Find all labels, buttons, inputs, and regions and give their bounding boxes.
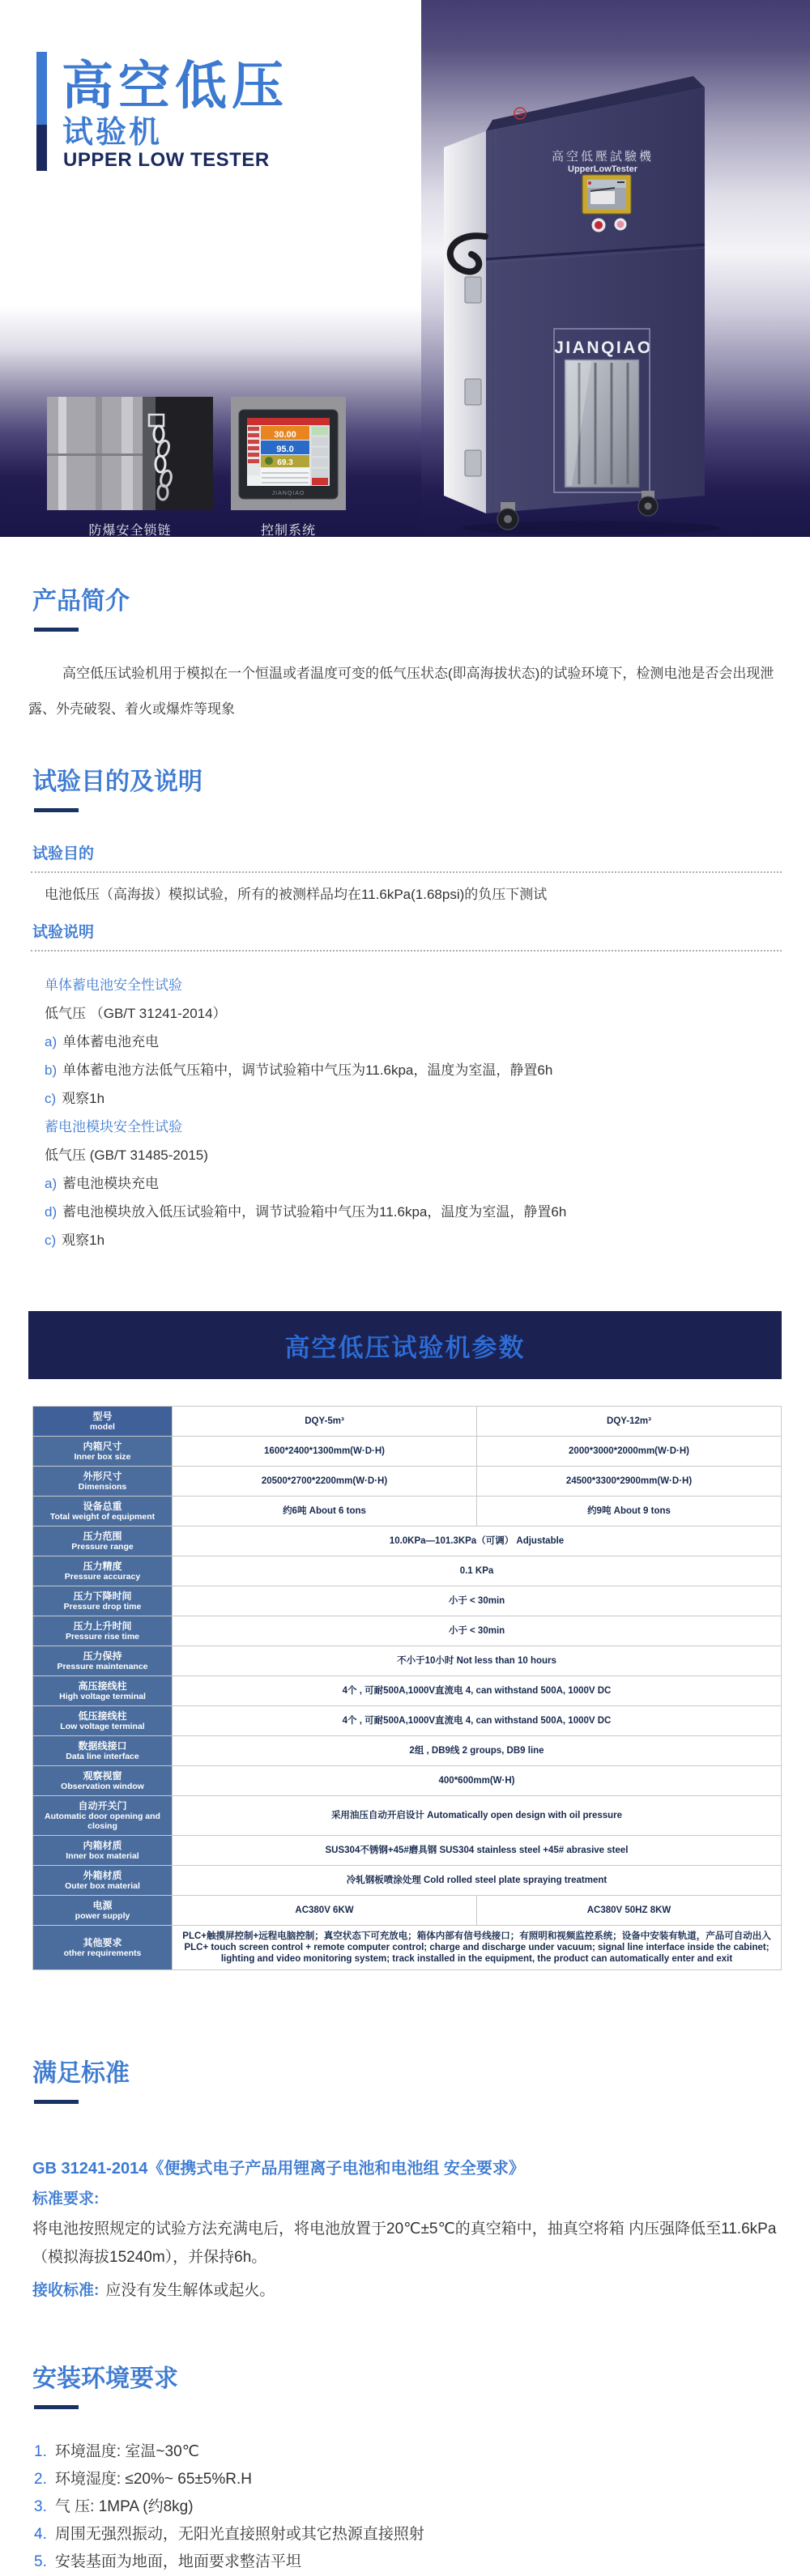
- table-row: [33, 1646, 782, 1676]
- param-label: 设备总重 Total weight of equipment: [33, 1497, 173, 1526]
- heading-underline: [34, 2405, 79, 2409]
- screen-temp-value: 30.00: [274, 430, 296, 440]
- param-value: PLC+触摸屏控制+远程电脑控制；真空状态下可充放电；箱体内部有信号线接口；有照明和视频监控系统；设备中安装有轨道，产品可自动出入 PLC+ touch screen control + remote computer control; charge and discharge under vacuum; signal line interface inside the cabinet; lighting and video monitoring system; track installed in the equipment, the product can automatically enter and exit: [173, 1926, 782, 1970]
- list-item: 蓄电池模块安全性试验: [45, 1119, 182, 1135]
- param-label: 外形尺寸 Dimensions: [33, 1467, 173, 1497]
- param-label: 电源 power supply: [33, 1896, 173, 1926]
- table-row: [33, 1407, 782, 1437]
- list-item: 低气压 (GB/T 31485-2015): [45, 1147, 208, 1163]
- parameters-table: [32, 1406, 782, 1970]
- list-item: 低气压 （GB/T 31241-2014）: [45, 1006, 227, 1021]
- param-value: 10.0KPa—101.3KPa（可调） Adjustable: [173, 1526, 782, 1556]
- table-row: [33, 1616, 782, 1646]
- control-system-image: [231, 397, 346, 510]
- table-row: [33, 1896, 782, 1926]
- thumbnail-safety-chain: [47, 397, 213, 510]
- test-purpose-text: 电池低压（高海拔）模拟试验，所有的被测样品均在11.6kPa(1.68psi)的负压下测试: [45, 887, 548, 902]
- param-value: 1600*2400*1300mm(W·D·H): [173, 1437, 477, 1467]
- section-heading-standards: 满足标准: [32, 2060, 130, 2087]
- list-item: c) 观察1h: [45, 1233, 105, 1248]
- param-label: 内箱尺寸 Inner box size: [33, 1437, 173, 1467]
- table-row: [33, 1467, 782, 1497]
- heading-underline: [34, 628, 79, 632]
- param-label: 压力上升时间 Pressure rise time: [33, 1616, 173, 1646]
- param-value: AC380V 6KW: [173, 1896, 477, 1926]
- param-value: 冷轧钢板喷涂处理 Cold rolled steel plate spraying treatment: [173, 1866, 782, 1896]
- list-item: 3. 气 压: 1MPA (约8kg): [34, 2498, 194, 2515]
- list-item: 单体蓄电池安全性试验: [45, 977, 182, 993]
- param-label: 压力范围 Pressure range: [33, 1526, 173, 1556]
- list-item: 5. 安装基面为地面，地面要求整洁平坦: [34, 2553, 301, 2570]
- param-label: 其他要求 other requirements: [33, 1926, 173, 1970]
- param-value: 采用油压自动开启设计 Automatically open design with oil pressure: [173, 1796, 782, 1836]
- param-value: 20500*2700*2200mm(W·D·H): [173, 1467, 477, 1497]
- thumbnail-caption-control-system: 控制系统: [260, 524, 316, 538]
- safety-chain-image: [47, 397, 213, 510]
- screen-humidity-value: 95.0: [276, 445, 294, 454]
- panel-brand-text: JIANQIAO: [271, 491, 305, 496]
- table-row: [33, 1736, 782, 1766]
- machine-brand-text: JIANQIAO: [554, 338, 653, 357]
- section-heading-install: 安装环境要求: [32, 2365, 178, 2392]
- thumbnail-caption-safety-chain: 防爆安全锁链: [88, 524, 172, 538]
- table-row: [33, 1866, 782, 1896]
- param-value: 2000*3000*2000mm(W·D·H): [477, 1437, 782, 1467]
- list-item: d) 蓄电池模块放入低压试验箱中，调节试验箱中气压为11.6kpa，温度为室温，静置6h: [45, 1204, 567, 1220]
- table-row: [33, 1497, 782, 1526]
- heading-underline: [34, 808, 79, 812]
- table-row: [33, 1766, 782, 1796]
- standard-requirement-label: 标准要求:: [32, 2191, 100, 2208]
- page-title: 高空低压: [62, 57, 288, 115]
- list-item: c) 观察1h: [45, 1091, 105, 1106]
- thumbnail-control-system: [231, 397, 346, 510]
- param-value: 不小于10小时 Not less than 10 hours: [173, 1646, 782, 1676]
- parameters-banner: [28, 1311, 782, 1379]
- table-row: [33, 1556, 782, 1586]
- param-value: 24500*3300*2900mm(W·D·H): [477, 1467, 782, 1497]
- param-value: AC380V 50HZ 8KW: [477, 1896, 782, 1926]
- heading-underline: [34, 2100, 79, 2104]
- machine-label-zh: 高空低壓試驗機: [551, 150, 654, 164]
- dotted-divider: [31, 950, 782, 952]
- param-value: 4个 , 可耐500A,1000V直流电 4, can withstand 500A, 1000V DC: [173, 1676, 782, 1706]
- param-label: 压力保持 Pressure maintenance: [33, 1646, 173, 1676]
- param-label: 压力下降时间 Pressure drop time: [33, 1586, 173, 1616]
- param-value: 约9吨 About 9 tons: [477, 1497, 782, 1526]
- param-label: 内箱材质 Inner box material: [33, 1836, 173, 1866]
- param-value: 400*600mm(W·H): [173, 1766, 782, 1796]
- acceptance-label: 接收标准:: [32, 2282, 100, 2299]
- table-row: [33, 1706, 782, 1736]
- acceptance-text: 应没有发生解体或起火。: [105, 2282, 275, 2299]
- param-label: 观察视窗 Observation window: [33, 1766, 173, 1796]
- param-label: 低压接线柱 Low voltage terminal: [33, 1706, 173, 1736]
- param-label: 外箱材质 Outer box material: [33, 1866, 173, 1896]
- machine-label-en: UpperLowTester: [568, 164, 637, 174]
- param-value: SUS304不锈钢+45#磨具钢 SUS304 stainless steel +45# abrasive steel: [173, 1836, 782, 1866]
- param-label: 高压接线柱 High voltage terminal: [33, 1676, 173, 1706]
- param-value: 约6吨 About 6 tons: [173, 1497, 477, 1526]
- page-title-en: UPPER LOW TESTER: [63, 149, 270, 171]
- param-label: 型号 model: [33, 1407, 173, 1437]
- table-row: [33, 1586, 782, 1616]
- param-value: DQY-12m³: [477, 1407, 782, 1437]
- standard-requirement-text: 将电池按照规定的试验方法充满电后，将电池放置于20℃±5℃的真空箱中，抽真空将箱 内压强降低至11.6kPa（模拟海拔15240m），并保持6h。: [32, 2220, 777, 2266]
- title-accent-bar: [36, 52, 47, 171]
- hinge: [465, 277, 481, 303]
- parameters-banner-title: 高空低压试验机参数: [284, 1333, 526, 1362]
- list-item: b) 单体蓄电池方法低气压箱中，调节试验箱中气压为11.6kpa，温度为室温，静置6h: [45, 1062, 553, 1078]
- table-row: [33, 1926, 782, 1970]
- page-title-line2: 试验机: [62, 116, 163, 150]
- page-content: [0, 537, 810, 2576]
- table-row: [33, 1676, 782, 1706]
- subheading-test-description: 试验说明: [32, 924, 95, 941]
- hero-banner: [0, 0, 810, 537]
- param-label: 自动开关门 Automatic door opening and closing: [33, 1796, 173, 1836]
- machine-photo: [421, 0, 810, 537]
- list-item: 4. 周围无强烈振动，无阳光直接照射或其它热源直接照射: [34, 2526, 424, 2543]
- install-requirements-list: [0, 2438, 810, 2576]
- param-label: 压力精度 Pressure accuracy: [33, 1556, 173, 1586]
- hinge: [465, 450, 481, 476]
- list-item: a) 单体蓄电池充电: [45, 1034, 160, 1050]
- section-heading-intro: 产品简介: [32, 588, 130, 615]
- screen-pressure-value: 69.3: [277, 458, 293, 467]
- intro-paragraph: 高空低压试验机用于模拟在一个恒温或者温度可变的低气压状态(即高海拔状态)的试验环境下，检测电池是否会出现泄露、外壳破裂、着火或爆炸等现象: [28, 666, 774, 717]
- subheading-test-purpose: 试验目的: [32, 845, 95, 862]
- list-item: 2. 环境湿度: ≤20%~ 65±5%R.H: [34, 2471, 252, 2488]
- acceptance-line: [32, 2281, 778, 2300]
- list-item: 1. 环境温度: 室温~30℃: [34, 2443, 199, 2460]
- param-label: 数据线接口 Data line interface: [33, 1736, 173, 1766]
- table-row: [33, 1526, 782, 1556]
- dotted-divider: [31, 871, 782, 873]
- table-row: [33, 1796, 782, 1836]
- param-value: 小于 < 30min: [173, 1616, 782, 1646]
- param-value: 小于 < 30min: [173, 1586, 782, 1616]
- param-value: DQY-5m³: [173, 1407, 477, 1437]
- param-value: 4个 , 可耐500A,1000V直流电 4, can withstand 500A, 1000V DC: [173, 1706, 782, 1736]
- hinge: [465, 379, 481, 405]
- table-row: [33, 1437, 782, 1467]
- table-row: [33, 1836, 782, 1866]
- list-item: a) 蓄电池模块充电: [45, 1176, 160, 1191]
- standard-reference: GB 31241-2014《便携式电子产品用锂离子电池和电池组 安全要求》: [32, 2160, 525, 2178]
- test-description-list: [0, 971, 810, 1254]
- param-value: 2组 , DB9线 2 groups, DB9 line: [173, 1736, 782, 1766]
- section-heading-purpose: 试验目的及说明: [32, 769, 202, 795]
- param-value: 0.1 KPa: [173, 1556, 782, 1586]
